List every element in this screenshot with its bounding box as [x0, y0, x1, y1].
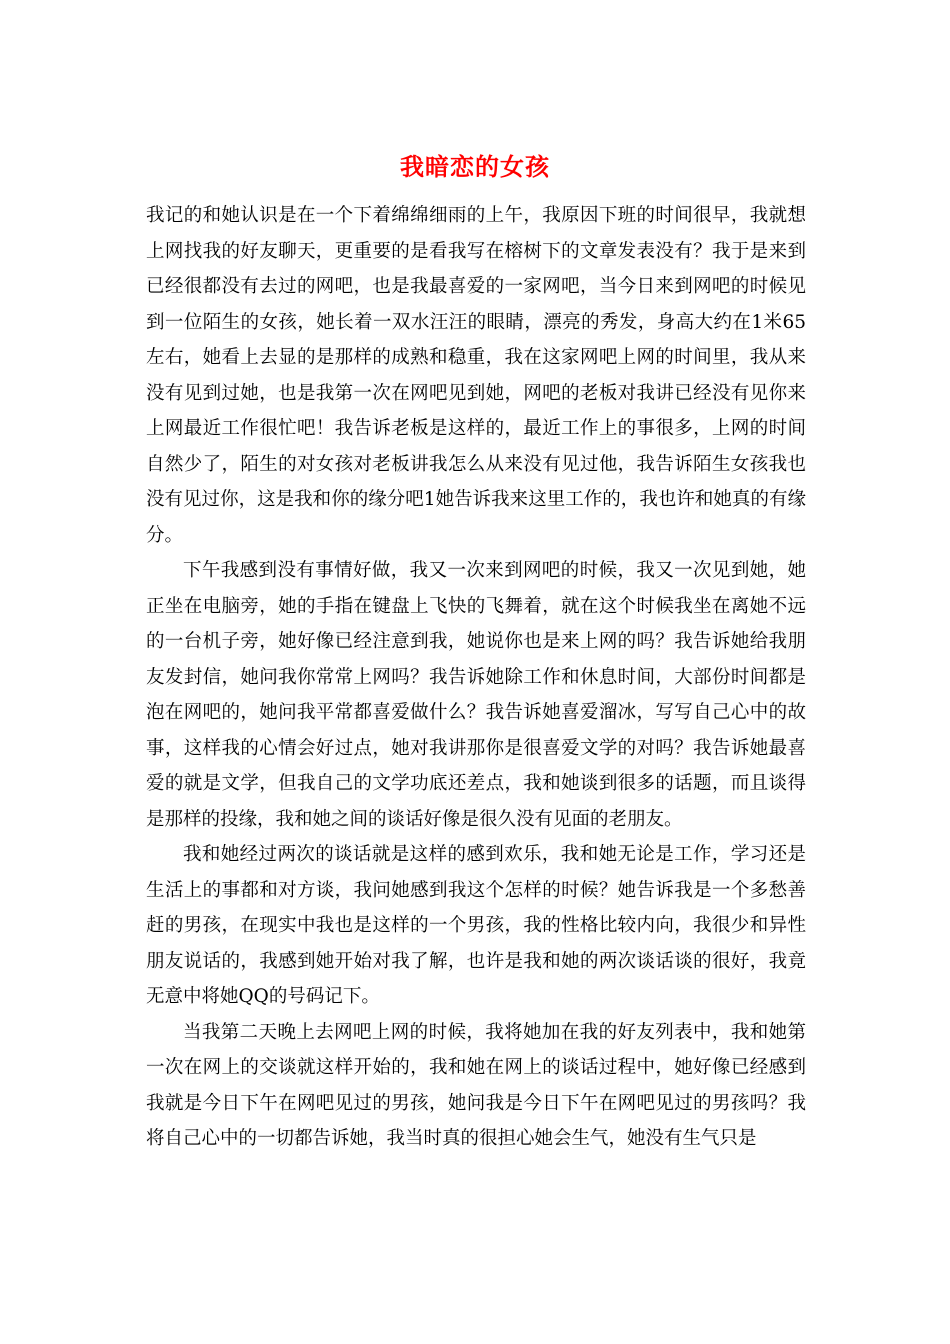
paragraph-3: 我和她经过两次的谈话就是这样的感到欢乐，我和她无论是工作，学习还是生活上的事都和对方谈，我问她感到我这个怎样的时候？她告诉我是一个多愁善赶的男孩，在现实中我也是这样的一个男孩，我的性格比较内向，我很少和异性朋友说话的，我感到她开始对我了解，也许是我和她的两次谈话谈的很好，我竟无意中将她QQ的号码记下。 — [146, 844, 806, 1007]
paragraph-2: 下午我感到没有事情好做，我又一次来到网吧的时候，我又一次见到她，她正坐在电脑旁，她的手指在键盘上飞快的飞舞着，就在这个时候我坐在离她不远的一台机子旁，她好像已经注意到我，她说你也是来上网的吗？我告诉她给我朋友发封信，她问我你常常上网吗？我告诉她除工作和休息时间，大部份时间都是泡在网吧的，她问我平常都喜爱做什么？我告诉她喜爱溜冰，写写自己心中的故事，这样我的心情会好过点，她对我讲那你是很喜爱文学的对吗？我告诉她最喜爱的就是文学，但我自己的文学功底还差点，我和她谈到很多的话题，而且谈得是那样的投缘，我和她之间的谈话好像是很久没有见面的老朋友。 — [146, 560, 806, 830]
paragraph-4: 当我第二天晚上去网吧上网的时候，我将她加在我的好友列表中，我和她第一次在网上的交谈就这样开始的，我和她在网上的谈话过程中，她好像已经感到我就是今日下午在网吧见过的男孩，她问我是今日下午在网吧见过的男孩吗？我将自己心中的一切都告诉她，我当时真的很担心她会生气，她没有生气只是 — [146, 1021, 806, 1149]
document-body — [146, 198, 806, 1157]
paragraph-1: 我记的和她认识是在一个下着绵绵细雨的上午，我原因下班的时间很早，我就想上网找我的好友聊天，更重要的是看我写在榕树下的文章发表没有？我于是来到已经很都没有去过的网吧，也是我最喜爱的一家网吧，当今日来到网吧的时候见到一位陌生的女孩，她长着一双水汪汪的眼睛，漂亮的秀发，身高大约在1米65左右，她看上去显的是那样的成熟和稳重，我在这家网吧上网的时间里，我从来没有见到过她，也是我第一次在网吧见到她，网吧的老板对我讲已经没有见你来上网最近工作很忙吧！我告诉老板是这样的，最近工作上的事很多，上网的时间自然少了，陌生的对女孩对老板讲我怎么从来没有见过他，我告诉陌生女孩我也没有见过你，这是我和你的缘分吧1她告诉我来这里工作的，我也许和她真的有缘分。 — [146, 205, 806, 546]
document-title: 我暗恋的女孩 — [400, 153, 550, 181]
